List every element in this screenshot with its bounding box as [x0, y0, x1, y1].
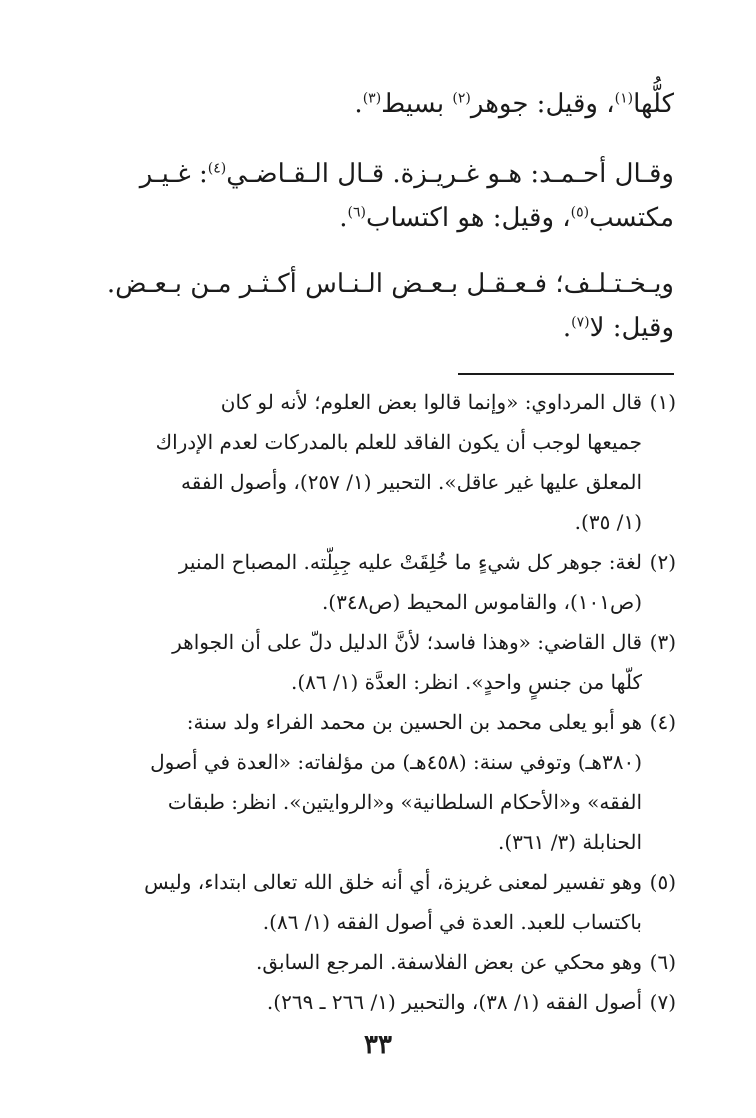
- footnote-line: (٣٨٠هـ) وتوفي سنة: (٤٥٨هـ) من مؤلفاته: «العدة في أصول: [150, 750, 642, 774]
- footnote-line: قال المرداوي: «وإنما قالوا بعض العلوم؛ لأنه لو كان: [220, 390, 642, 414]
- footnote-line: كلّها من جنسٍ واحدٍ». انظر: العدَّة (١/ ٨٦).: [291, 670, 642, 694]
- footnote-ref-4[interactable]: (٤): [207, 160, 227, 177]
- footnote-2: [76, 542, 676, 622]
- footnote-number: (١): [649, 390, 676, 414]
- text-span: كلُّها: [633, 89, 674, 119]
- footnote-line: جميعها لوجب أن يكون الفاقد للعلم بالمدركات لعدم الإدراك: [155, 430, 642, 454]
- text-span: بسيط: [381, 89, 453, 119]
- footnote-3: [76, 622, 676, 702]
- footnote-text: [76, 622, 642, 702]
- footnote-text: [76, 862, 642, 942]
- footnote-ref-1[interactable]: (١): [614, 90, 634, 107]
- footnote-ref-2[interactable]: (٢): [452, 90, 471, 107]
- footnote-text: [76, 542, 642, 622]
- footnote-number: (٤): [649, 710, 676, 734]
- main-line-3: [78, 196, 674, 240]
- footnote-number: (٣): [649, 630, 676, 654]
- footnote-line: هو أبو يعلى محمد بن الحسين بن محمد الفراء ولد سنة:: [186, 710, 642, 734]
- footnote-line: وهو محكي عن بعض الفلاسفة. المرجع السابق.: [256, 950, 642, 974]
- footnote-1: [76, 382, 676, 542]
- footnote-number: (٥): [649, 870, 676, 894]
- text-span: ، وقيل: جوهر: [470, 89, 615, 119]
- page-number: ٣٣: [364, 1030, 392, 1060]
- footnote-text: [76, 942, 642, 982]
- footnote-line: أصول الفقه (١/ ٣٨)، والتحبير (١/ ٢٦٦ ـ ٢٦٩).: [266, 990, 642, 1014]
- footnote-ref-6[interactable]: (٦): [347, 204, 367, 221]
- footnotes: [76, 382, 676, 1022]
- footnote-5: [76, 862, 676, 942]
- main-paragraph-2: [78, 152, 674, 240]
- footnote-line: وهو تفسير لمعنى غريزة، أي أنه خلق الله تعالى ابتداء، وليس: [144, 870, 642, 894]
- text-span: ، وقيل: هو اكتساب: [366, 203, 571, 233]
- footnote-separator: [458, 373, 674, 375]
- footnote-text: [76, 382, 642, 542]
- footnote-ref-3[interactable]: (٣): [362, 90, 382, 107]
- footnote-line: الحنابلة (٣/ ٣٦١).: [497, 830, 642, 854]
- text-span: مكتسب: [589, 203, 674, 233]
- footnote-line: الفقه» و«الأحكام السلطانية» و«الروايتين». انظر: طبقات: [167, 790, 642, 814]
- footnote-4: [76, 702, 676, 862]
- footnote-number: (٦): [649, 950, 676, 974]
- footnote-line: (ص١٠١)، والقاموس المحيط (ص٣٤٨).: [321, 590, 642, 614]
- footnote-line: قال القاضي: «وهذا فاسد؛ لأنَّ الدليل دلّ على أن الجواهر: [172, 630, 642, 654]
- footnote-ref-7[interactable]: (٧): [571, 314, 590, 331]
- main-line-5: [78, 306, 674, 350]
- text-span: وقـال أحـمـد: هـو غـريـزة. قـال الـقـاضـي: [226, 159, 674, 189]
- footnote-number: (٢): [649, 550, 676, 574]
- text-span: : غـيـر: [139, 159, 208, 189]
- footnote-text: [76, 982, 642, 1022]
- main-text: [78, 82, 674, 126]
- footnote-line: (١/ ٣٥).: [574, 510, 642, 534]
- footnote-line: لغة: جوهر كل شيءٍ ما خُلِقَتْ عليه جِبِلّته. المصباح المنير: [178, 550, 642, 574]
- footnote-7: [76, 982, 676, 1022]
- main-line-4: ويـخـتـلـف؛ فـعـقـل بـعـض الـنـاس أكـثـر مـن بـعـض.: [106, 269, 674, 299]
- text-span: وقيل: لا: [589, 313, 674, 343]
- text-span: .: [339, 203, 348, 233]
- text-span: .: [562, 313, 572, 343]
- footnote-line: المعلق عليها غير عاقل». التحبير (١/ ٢٥٧)، وأصول الفقه: [181, 470, 642, 494]
- text-span: .: [354, 89, 363, 119]
- footnote-number: (٧): [649, 990, 676, 1014]
- footnote-6: [76, 942, 676, 982]
- footnote-text: [76, 702, 642, 862]
- main-line-1: [78, 82, 674, 126]
- footnote-ref-5[interactable]: (٥): [570, 204, 590, 221]
- main-paragraph-3: [78, 262, 674, 350]
- main-line-2: [78, 152, 674, 196]
- footnote-line: باكتساب للعبد. العدة في أصول الفقه (١/ ٨٦).: [262, 910, 642, 934]
